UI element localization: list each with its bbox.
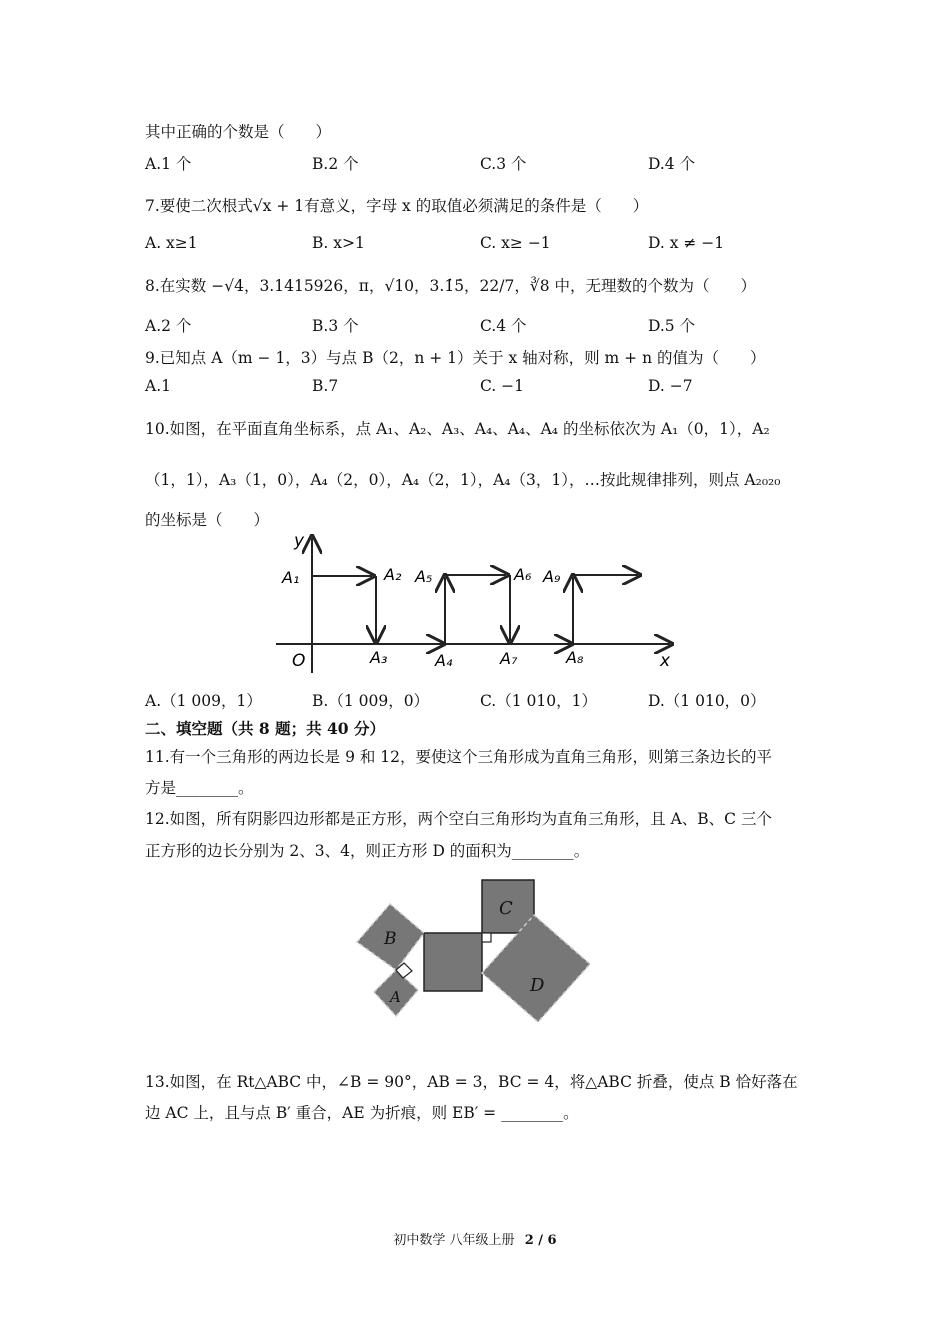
q7-text: 7.要使二次根式√x + 1有意义，字母 x 的取值必须满足的条件是（ ） bbox=[145, 197, 649, 215]
q11-line2: 方是________。 bbox=[145, 779, 254, 797]
origin-label: O bbox=[292, 651, 306, 671]
label-a7: A₇ bbox=[500, 649, 518, 668]
q8-option-d: D.5 个 bbox=[648, 317, 696, 335]
q9-option-a: A.1 bbox=[145, 377, 171, 395]
q13-line1: 13.如图，在 Rt△ABC 中，∠B = 90°，AB = 3，BC = 4，将△ABC 折叠，使点 B 恰好落在 bbox=[145, 1073, 798, 1091]
x-axis-label: x bbox=[660, 651, 671, 671]
label-b: B bbox=[384, 929, 397, 949]
center-square bbox=[424, 933, 482, 991]
label-a3: A₃ bbox=[370, 648, 388, 667]
q7-option-c: C. x≥ −1 bbox=[480, 234, 551, 252]
zigzag-path bbox=[312, 575, 638, 644]
footer-text: 初中数学 八年级上册 bbox=[393, 1233, 515, 1248]
label-a: A bbox=[390, 988, 401, 1006]
q9-option-b: B.7 bbox=[312, 377, 339, 395]
label-a2: A₂ bbox=[384, 565, 402, 584]
q8-option-a: A.2 个 bbox=[145, 317, 192, 335]
label-a6: A₆ bbox=[514, 565, 532, 584]
q6-option-b: B.2 个 bbox=[312, 155, 359, 173]
right-angle-mark bbox=[482, 933, 491, 942]
q6-text: 其中正确的个数是（ ） bbox=[145, 123, 332, 141]
q10-option-b: B.（1 009，0） bbox=[312, 692, 430, 710]
q10-coordinate-figure bbox=[270, 528, 690, 676]
label-a9: A₉ bbox=[543, 567, 561, 586]
q13-line2: 边 AC 上，且与点 B′ 重合，AE 为折痕，则 EB′ = ________。 bbox=[145, 1104, 579, 1122]
q10-option-a: A.（1 009，1） bbox=[145, 692, 262, 710]
page-number: 2 / 6 bbox=[524, 1233, 557, 1248]
q10-line1: 10.如图，在平面直角坐标系，点 A₁、A₂、A₃、A₄、A₄、A₄ 的坐标依次为 A₁（0，1），A₂ bbox=[145, 420, 770, 438]
q9-option-c: C. −1 bbox=[480, 377, 525, 395]
q8-option-b: B.3 个 bbox=[312, 317, 359, 335]
q7-option-b: B. x>1 bbox=[312, 234, 365, 252]
q10-option-d: D.（1 010，0） bbox=[648, 692, 766, 710]
page-footer bbox=[0, 1229, 950, 1248]
q6-option-d: D.4 个 bbox=[648, 155, 696, 173]
q12-squares-figure bbox=[352, 874, 597, 1024]
q9-option-d: D. −7 bbox=[648, 377, 693, 395]
q7-option-d: D. x ≠ −1 bbox=[648, 234, 725, 252]
q10-line3: 的坐标是（ ） bbox=[145, 511, 270, 529]
label-a4: A₄ bbox=[435, 651, 453, 670]
label-a1: A₁ bbox=[282, 568, 300, 587]
label-a8: A₈ bbox=[566, 648, 584, 667]
q12-line2: 正方形的边长分别为 2、3、4，则正方形 D 的面积为________。 bbox=[145, 842, 590, 860]
q7-option-a: A. x≥1 bbox=[145, 234, 198, 252]
q11-line1: 11.有一个三角形的两边长是 9 和 12，要使这个三角形成为直角三角形，则第三条边长的平 bbox=[145, 748, 773, 766]
q8-option-c: C.4 个 bbox=[480, 317, 527, 335]
y-axis-label: y bbox=[294, 531, 305, 551]
q12-line1: 12.如图，所有阴影四边形都是正方形，两个空白三角形均为直角三角形，且 A、B、C 三个 bbox=[145, 810, 772, 828]
q9-text: 9.已知点 A（m − 1，3）与点 B（2，n + 1）关于 x 轴对称，则 m + n 的值为（ ） bbox=[145, 349, 766, 367]
q10-option-c: C.（1 010，1） bbox=[480, 692, 597, 710]
q8-text: 8.在实数 −√4，3.1415926，π，√10，3.1̇5̇，22/7，∛8 中，无理数的个数为（ ） bbox=[145, 277, 757, 295]
section-heading: 二、填空题（共 8 题；共 40 分） bbox=[145, 719, 385, 738]
q6-option-c: C.3 个 bbox=[480, 155, 527, 173]
label-d: D bbox=[530, 975, 545, 996]
q6-option-a: A.1 个 bbox=[145, 155, 192, 173]
label-a5: A₅ bbox=[415, 567, 433, 586]
q10-line2: （1，1），A₃（1，0），A₄（2，0），A₄（2，1），A₄（3，1），…按此规律排列，则点 A₂₀₂₀ bbox=[145, 471, 781, 489]
label-c: C bbox=[499, 898, 513, 919]
